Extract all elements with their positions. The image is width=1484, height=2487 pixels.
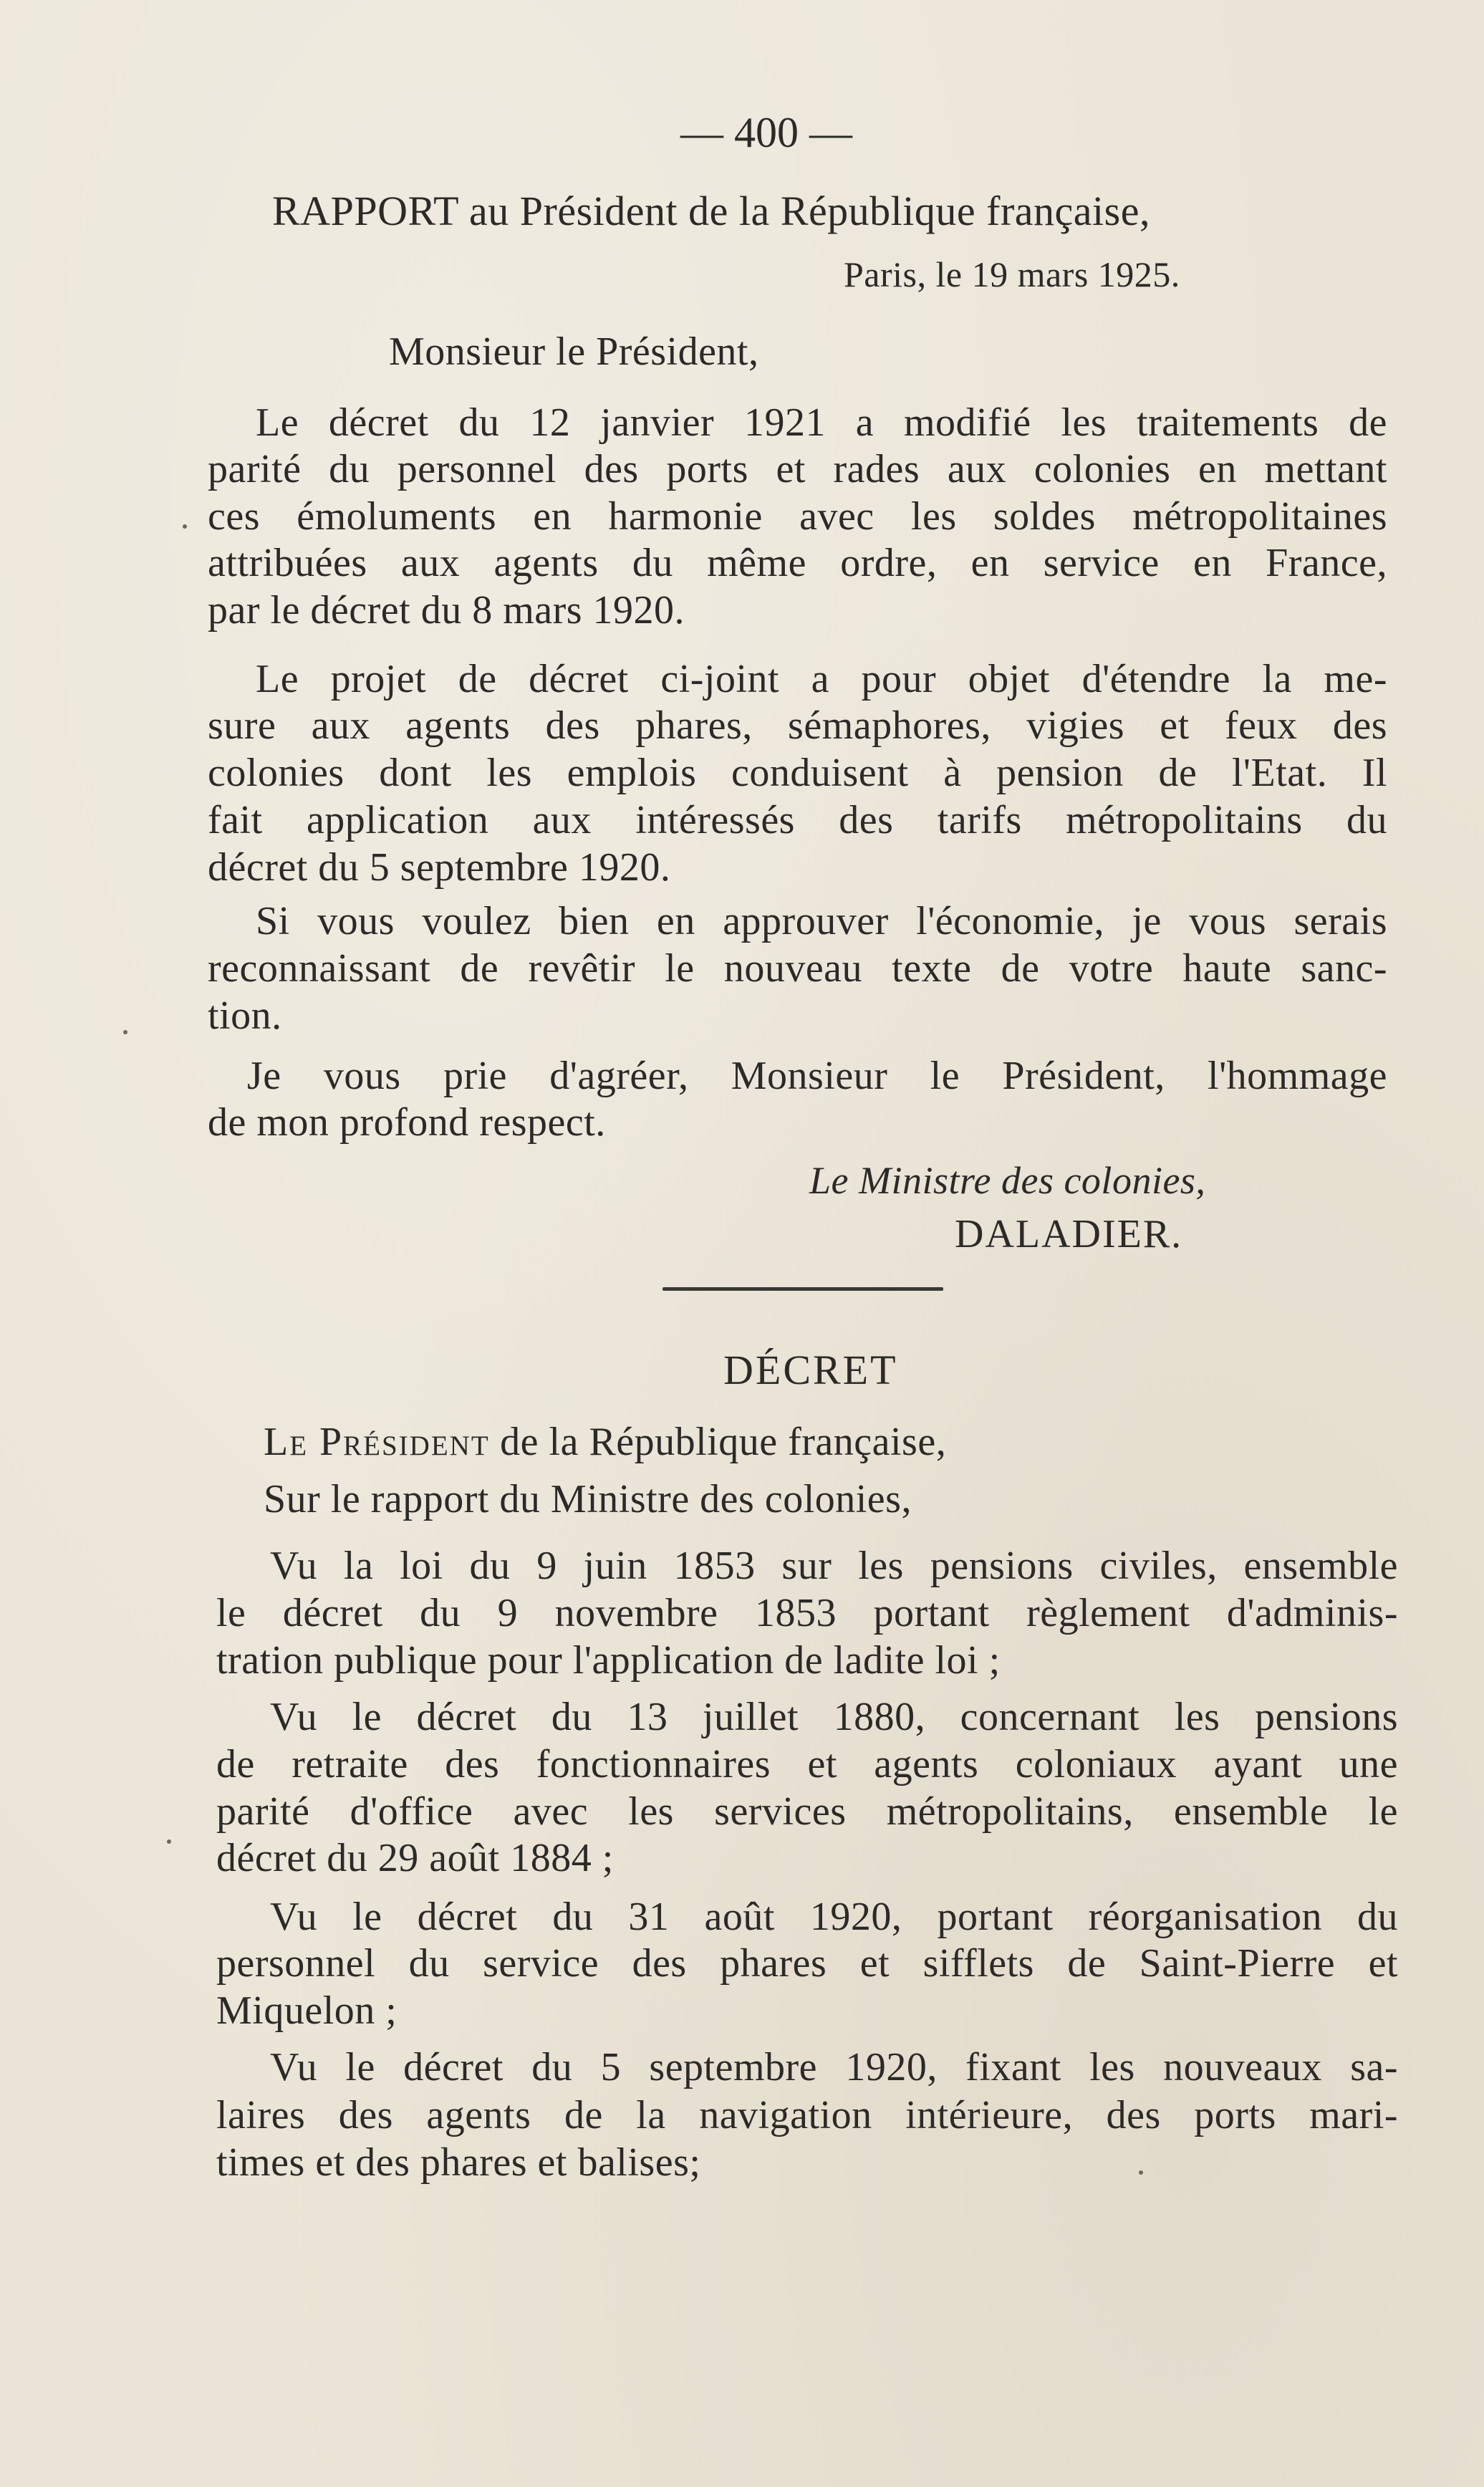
paragraph-line: tion. (208, 994, 282, 1038)
paragraph-line: parité d'office avec les services métropolitains, ensemble le (216, 1789, 1398, 1834)
decret-title: DÉCRET (723, 1347, 898, 1393)
paragraph-line: le décret du 9 novembre 1853 portant règlement d'adminis- (216, 1591, 1398, 1635)
paragraph-line: Vu le décret du 5 septembre 1920, fixant les nouveaux sa- (270, 2045, 1398, 2089)
paragraph-line: Vu la loi du 9 juin 1853 sur les pensions civiles, ensemble (270, 1544, 1398, 1588)
decret-rapport-line: Sur le rapport du Ministre des colonies, (264, 1477, 912, 1521)
paragraph-line: Le décret du 12 janvier 1921 a modifié les traitements de (256, 400, 1387, 445)
paragraph-line: parité du personnel des ports et rades aux colonies en mettant (208, 447, 1387, 491)
president-rest: de la République française, (489, 1420, 947, 1464)
place-date: Paris, le 19 mars 1925. (844, 254, 1180, 294)
scan-speck (183, 524, 187, 529)
signature-name: DALADIER. (955, 1212, 1183, 1256)
page-number: — 400 — (680, 109, 852, 156)
salutation: Monsieur le Président, (389, 329, 759, 374)
paragraph-line: ces émoluments en harmonie avec les soldes métropolitaines (208, 494, 1387, 539)
paragraph-line: Vu le décret du 31 août 1920, portant réorganisation du (270, 1895, 1398, 1939)
paragraph-line: colonies dont les emplois conduisent à pension de l'Etat. Il (208, 751, 1387, 795)
paragraph-line: sure aux agents des phares, sémaphores, vigies et feux des (208, 703, 1387, 748)
decret-president-line (264, 1418, 1123, 1466)
scan-speck (167, 1839, 171, 1844)
signature-title: Le Ministre des colonies, (809, 1159, 1206, 1202)
paragraph-line: Miquelon ; (216, 1988, 398, 2033)
paragraph-line: laires des agents de la navigation intérieure, des ports mari- (216, 2093, 1398, 2137)
paragraph-line: attribuées aux agents du même ordre, en service en France, (208, 541, 1387, 585)
rapport-heading: RAPPORT au Président de la République française, (272, 188, 1150, 234)
paragraph-line: de retraite des fonctionnaires et agents coloniaux ayant une (216, 1742, 1398, 1786)
paragraph-line: reconnaissant de revêtir le nouveau texte de votre haute sanc- (208, 946, 1387, 991)
paragraph-line: Le projet de décret ci-joint a pour objet d'étendre la me- (256, 657, 1387, 701)
scan-speck (1139, 2170, 1143, 2175)
paragraph-line: Si vous voulez bien en approuver l'économie, je vous serais (256, 899, 1387, 943)
paragraph-line: personnel du service des phares et sifflets de Saint-Pierre et (216, 1941, 1398, 1986)
president-smallcaps: Le Président (264, 1420, 490, 1464)
scan-speck (123, 1030, 127, 1034)
paragraph-line: décret du 5 septembre 1920. (208, 845, 671, 890)
paragraph-line: par le décret du 8 mars 1920. (208, 588, 685, 632)
paragraph-line: times et des phares et balises; (216, 2140, 701, 2185)
paragraph-line: tration publique pour l'application de ladite loi ; (216, 1638, 1001, 1683)
paragraph-line: fait application aux intéressés des tarifs métropolitains du (208, 798, 1387, 842)
paragraph-line: Vu le décret du 13 juillet 1880, concernant les pensions (270, 1695, 1398, 1739)
paragraph-line: décret du 29 août 1884 ; (216, 1836, 614, 1880)
section-divider (662, 1287, 943, 1291)
paragraph-line: Je vous prie d'agréer, Monsieur le Président, l'hommage (247, 1054, 1387, 1098)
paragraph-line: de mon profond respect. (208, 1100, 606, 1145)
